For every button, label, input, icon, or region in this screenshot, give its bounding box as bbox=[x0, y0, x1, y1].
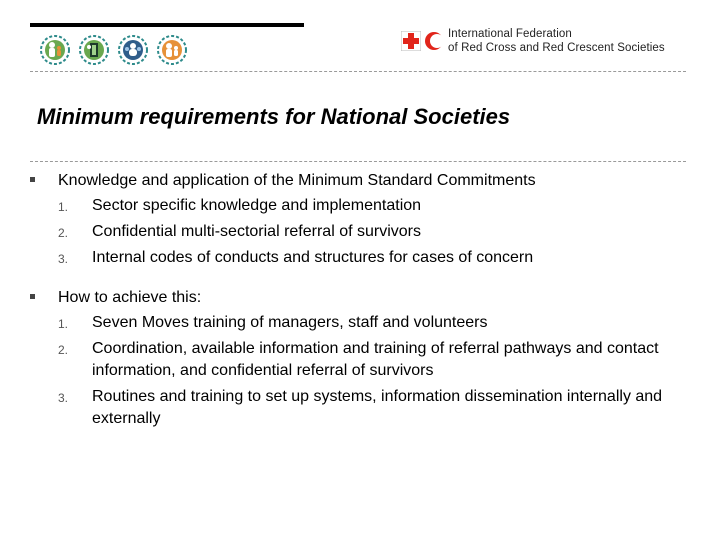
list-item-text: Seven Moves training of managers, staff and volunteers bbox=[92, 314, 488, 331]
theme-icons bbox=[40, 35, 187, 65]
list-item-text: Sector specific knowledge and implementation bbox=[92, 197, 422, 214]
header-rule bbox=[30, 23, 304, 27]
list-number: 1. bbox=[58, 317, 69, 331]
protect-child-icon bbox=[40, 35, 70, 65]
emblem-marks bbox=[401, 31, 442, 51]
door-exit-icon bbox=[79, 35, 109, 65]
header-divider bbox=[30, 71, 686, 72]
numbered-list bbox=[30, 195, 690, 269]
bullet-item bbox=[30, 170, 690, 192]
title-divider bbox=[30, 161, 686, 162]
square-bullet-icon bbox=[30, 294, 35, 299]
red-cross-icon bbox=[401, 31, 421, 51]
section-knowledge bbox=[30, 170, 690, 269]
family-icon bbox=[157, 35, 187, 65]
list-number: 3. bbox=[58, 391, 69, 405]
numbered-list bbox=[30, 312, 690, 430]
list-number: 1. bbox=[58, 200, 69, 214]
slide-content bbox=[30, 170, 690, 434]
section-how-to bbox=[30, 287, 690, 430]
list-item-text: Routines and training to set up systems, information dissemination internally and externally bbox=[92, 388, 663, 427]
list-item bbox=[30, 338, 690, 382]
list-item bbox=[30, 312, 690, 334]
section-heading: Knowledge and application of the Minimum Standard Commitments bbox=[58, 172, 536, 189]
section-heading: How to achieve this: bbox=[58, 289, 202, 306]
list-item bbox=[30, 386, 690, 430]
org-name-line1: International Federation bbox=[448, 28, 572, 40]
list-item-text: Coordination, available information and training of referral pathways and contact information, and confidential referral of survivors bbox=[92, 340, 659, 379]
list-number: 3. bbox=[58, 252, 69, 266]
list-item-text: Confidential multi-sectorial referral of survivors bbox=[92, 223, 421, 240]
org-name-line2: of Red Cross and Red Crescent Societies bbox=[448, 42, 665, 54]
ifrc-logo bbox=[401, 27, 665, 55]
bullet-item bbox=[30, 287, 690, 309]
slide-title: Minimum requirements for National Societies bbox=[37, 104, 511, 129]
group-people-icon bbox=[118, 35, 148, 65]
red-crescent-icon bbox=[424, 31, 442, 51]
list-item-text: Internal codes of conducts and structures for cases of concern bbox=[92, 249, 534, 266]
list-number: 2. bbox=[58, 343, 69, 357]
list-number: 2. bbox=[58, 226, 69, 240]
list-item bbox=[30, 247, 690, 269]
organization-name bbox=[448, 27, 665, 55]
list-item bbox=[30, 195, 690, 217]
square-bullet-icon bbox=[30, 177, 35, 182]
list-item bbox=[30, 221, 690, 243]
